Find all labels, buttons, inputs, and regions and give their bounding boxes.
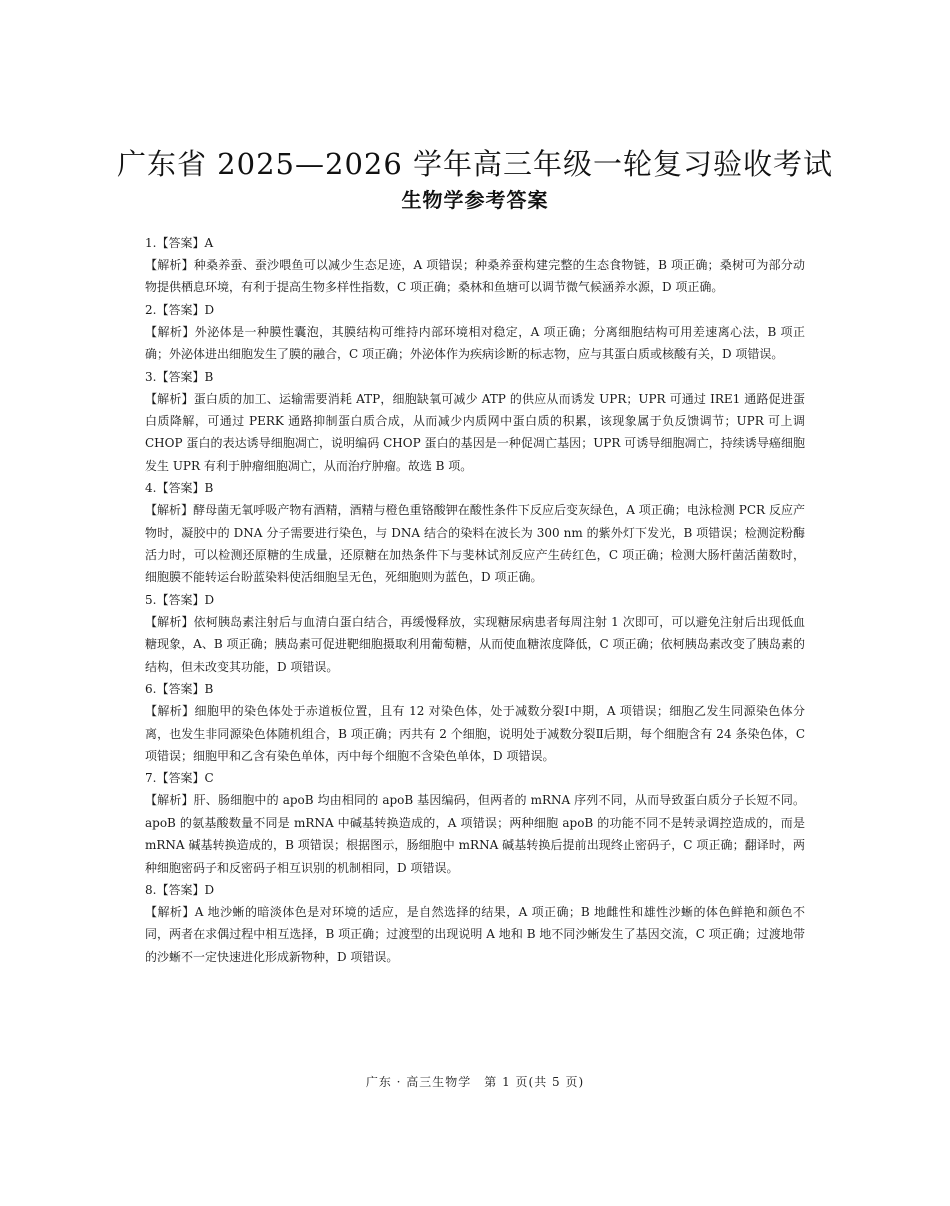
answer-line [145, 879, 805, 901]
page-subtitle: 生物学参考答案 [401, 188, 549, 212]
answer-label: 【答案】 [156, 882, 205, 897]
question-item-7 [145, 767, 805, 879]
answer-label: 【答案】 [156, 369, 205, 384]
answer-value: C [204, 771, 214, 786]
question-number: 6. [145, 682, 157, 697]
answer-label: 【答案】 [156, 682, 205, 697]
answers-list [145, 232, 805, 968]
analysis-text: 【解析】A 地沙蜥的暗淡体色是对环境的适应，是自然选择的结果，A 项正确；B 地雌性和雄性沙蜥的体色鲜艳和颜色不同，两者在求偶过程中相互选择，B 项正确；过渡型的出现说明 A 地和 B 地不同沙蜥发生了基因交流，C 项正确；过渡地带的沙蜥不一定快速进化形成新物种，D 项错误。 [145, 904, 805, 964]
answer-line [145, 678, 805, 700]
analysis-text: 【解析】酵母菌无氧呼吸产物有酒精，酒精与橙色重铬酸钾在酸性条件下反应后变灰绿色，A 项正确；电泳检测 PCR 反应产物时，凝胶中的 DNA 分子需要进行染色，与 DNA 结合的染料在波长为 300 nm 的紫外灯下发光，B 项错误；检测淀粉酶活力时，可以检测还原糖的生成量，还原糖在加热条件下与斐林试剂反应产生砖红色，C 项正确；检测大肠杆菌活菌数时，细胞膜不能转运台盼蓝染料使活细胞呈无色，死细胞则为蓝色，D 项正确。 [145, 503, 805, 585]
answer-value: D [204, 882, 215, 897]
analysis-text: 【解析】依柯胰岛素注射后与血清白蛋白结合，再缓慢释放，实现糖尿病患者每周注射 1 次即可，可以避免注射后出现低血糖现象，A、B 项正确；胰岛素可促进靶细胞摄取利用葡萄糖，从而使血糖浓度降低，C 项正确；依柯胰岛素改变了胰岛素的结构，但未改变其功能，D 项错误。 [145, 614, 805, 674]
answer-value: D [204, 302, 215, 317]
answer-value: B [204, 682, 214, 697]
answer-line [145, 299, 805, 321]
question-item-2 [145, 299, 805, 366]
answer-label: 【答案】 [156, 771, 205, 786]
question-number: 7. [145, 771, 157, 786]
question-item-1 [145, 232, 805, 299]
question-number: 8. [145, 882, 157, 897]
question-number: 3. [145, 369, 157, 384]
answer-value: B [204, 481, 214, 496]
answer-value: B [204, 369, 214, 384]
answer-line [145, 366, 805, 388]
answer-line [145, 767, 805, 789]
question-item-8 [145, 879, 805, 968]
answer-label: 【答案】 [156, 481, 205, 496]
question-item-6 [145, 678, 805, 767]
question-number: 2. [145, 302, 157, 317]
question-item-5 [145, 589, 805, 678]
answer-line [145, 232, 805, 254]
answer-label: 【答案】 [156, 592, 205, 607]
question-item-3 [145, 366, 805, 478]
analysis-text: 【解析】肝、肠细胞中的 apoB 均由相同的 apoB 基因编码，但两者的 mRNA 序列不同，从而导致蛋白质分子长短不同。apoB 的氨基酸数量不同是 mRNA 中碱基转换造成的，A 项错误；两种细胞 apoB 的功能不同不是转录调控造成的，而是 mRNA 碱基转换造成的，B 项错误；根据图示，肠细胞中 mRNA 碱基转换后提前出现终止密码子，C 项正确；翻译时，两种细胞密码子和反密码子相互识别的机制相同，D 项错误。 [145, 793, 805, 875]
answer-value: D [204, 592, 215, 607]
question-item-4 [145, 477, 805, 589]
analysis-text: 【解析】种桑养蚕、蚕沙喂鱼可以减少生态足迹，A 项错误；种桑养蚕构建完整的生态食物链，B 项正确；桑树可为部分动物提供栖息环境，有利于提高生物多样性指数，C 项正确；桑林和鱼塘可以调节微气候涵养水源，D 项正确。 [145, 258, 805, 295]
question-number: 1. [145, 236, 157, 250]
question-number: 4. [145, 481, 157, 496]
answer-label: 【答案】 [156, 302, 205, 317]
analysis-text: 【解析】细胞甲的染色体处于赤道板位置，且有 12 对染色体，处于减数分裂Ⅰ中期，A 项错误；细胞乙发生同源染色体分离，也发生非同源染色体随机组合，B 项正确；丙共有 2 个细胞，说明处于减数分裂Ⅱ后期，每个细胞含有 24 条染色体，C 项错误；细胞甲和乙含有染色单体，丙中每个细胞不含染色单体，D 项错误。 [145, 704, 805, 763]
answer-line [145, 477, 805, 499]
answer-value: A [204, 236, 214, 250]
answer-line [145, 589, 805, 611]
analysis-text: 【解析】蛋白质的加工、运输需要消耗 ATP，细胞缺氧可减少 ATP 的供应从而诱发 UPR；UPR 可通过 IRE1 通路促进蛋白质降解，可通过 PERK 通路抑制蛋白质合成，从而减少内质网中蛋白质的积累，该现象属于负反馈调节；UPR 可上调 CHOP 蛋白的表达诱导细胞凋亡，说明编码 CHOP 蛋白的基因是一种促凋亡基因；UPR 可诱导细胞凋亡，持续诱导癌细胞发生 UPR 有利于肿瘤细胞凋亡，从而治疗肿瘤。故选 B 项。 [145, 391, 805, 473]
analysis-text: 【解析】外泌体是一种膜性囊泡，其膜结构可维持内部环境相对稳定，A 项正确；分离细胞结构可用差速离心法，B 项正确；外泌体进出细胞发生了膜的融合，C 项正确；外泌体作为疾病诊断的标志物，应与其蛋白质或核酸有关，D 项错误。 [145, 324, 805, 362]
answer-label: 【答案】 [156, 236, 205, 250]
page-title: 广东省 2025—2026 学年高三年级一轮复习验收考试 [116, 147, 834, 181]
question-number: 5. [145, 592, 157, 607]
page-footer: 广东 · 高三生物学 第 1 页(共 5 页) [365, 1075, 585, 1089]
